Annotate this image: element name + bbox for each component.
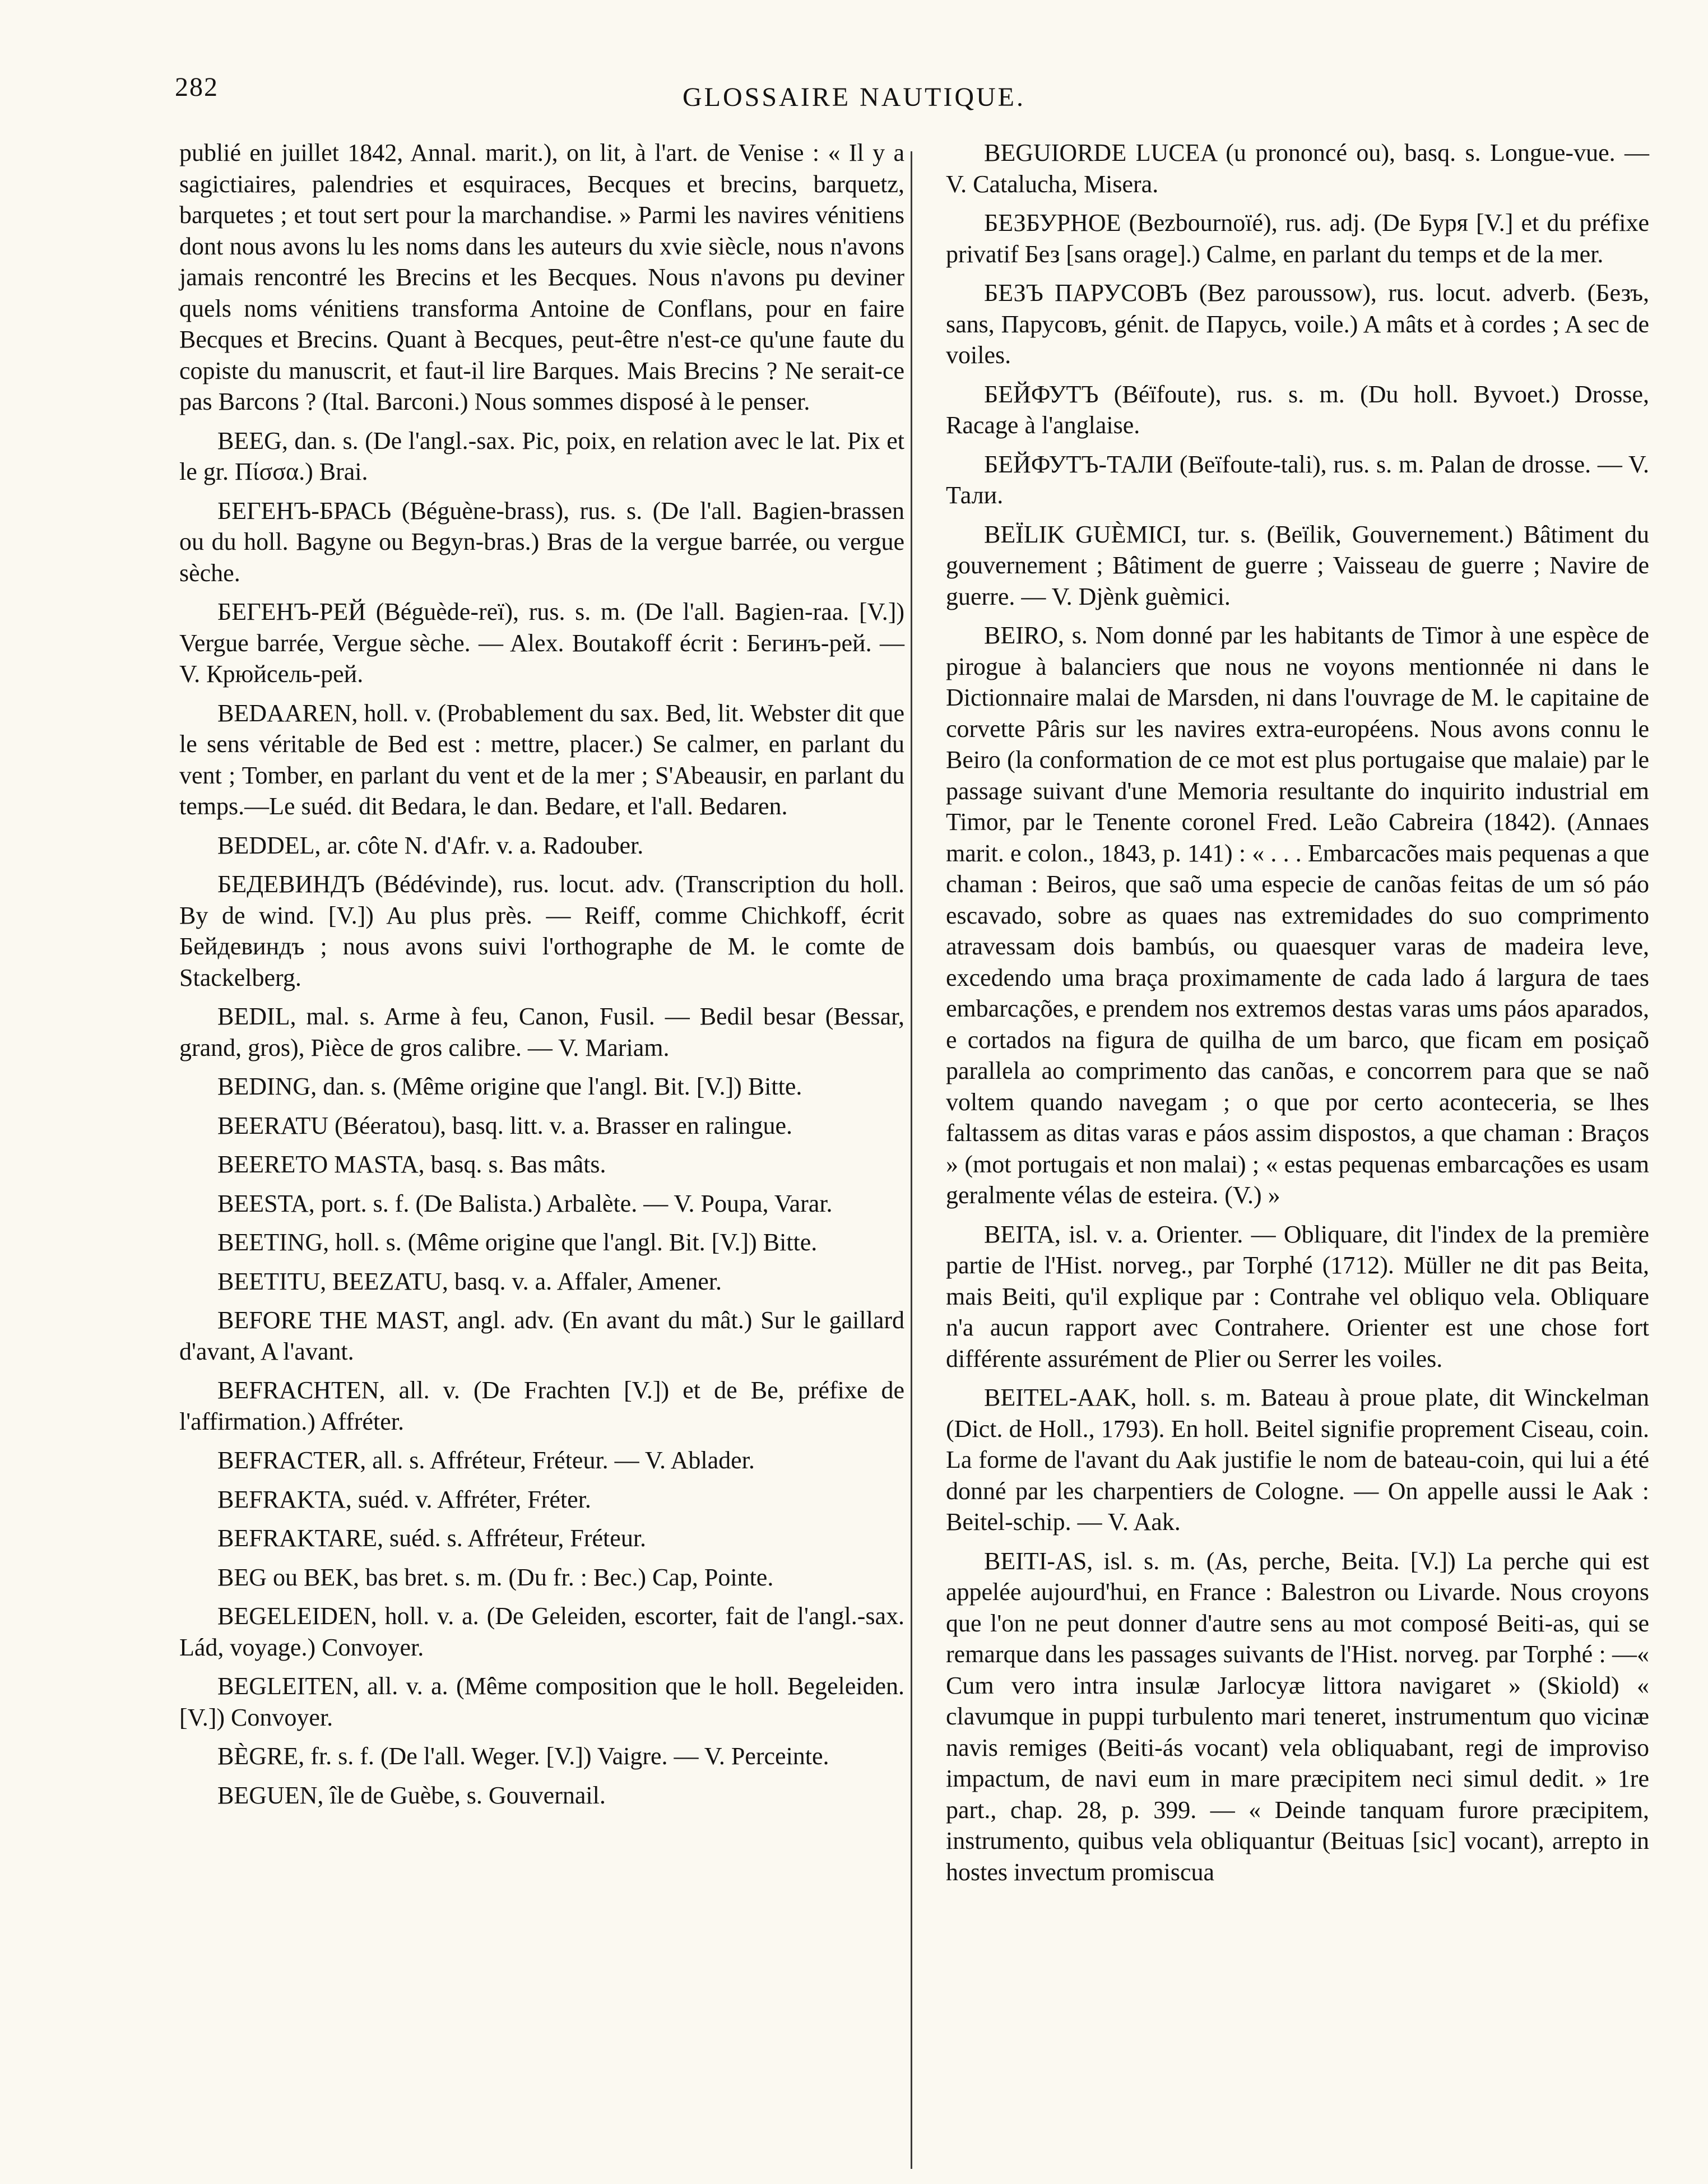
entry-beeg: BEEG, dan. s. (De l'angl.-sax. Pic, poix, en relation avec le lat. Pix et le gr. Πίσσα.) Brai. (179, 426, 904, 485)
entry-beifoute-tali: БЕЙФУТЪ-ТАЛИ (Beïfoute-tali), rus. s. m. Palan de drosse. — V. Тали. (946, 450, 1649, 509)
left-column (179, 137, 904, 1819)
entry-beguen: BEGUEN, île de Guèbe, s. Gouvernail. (217, 1781, 606, 1809)
entry-beguede-rei: БЕГЕНЪ-РЕЙ (Béguède-reï), rus. s. m. (De l'all. Bagien-raa. [V.]) Vergue barrée, Vergue sèche. — Alex. Boutakoff écrit : Бегинъ-рей. — V. Крюйсель-рей. (179, 598, 904, 688)
entry-continuation: publié en juillet 1842, Annal. marit.), on lit, à l'art. de Venise : « Il y a sagictiaires, palendries et esquiraces, Becques et brecins, barquetz, barquetes ; et tout sert pour la marchandise. » Parmi les navires vénitiens dont nous avons lu les noms dans les auteurs du xvie siècle, nous n'avons jamais rencontré les Brecins et les Becques. Nous n'avons pu deviner quels noms vénitiens transforma Antoine de Conflans, pour en faire Becques et Brecins. Quant à Becques, peut-être n'est-ce qu'une faute du copiste du manuscrit, et faut-il lire Barques. Mais Brecins ? Ne serait-ce pas Barcons ? (Ital. Barconi.) Nous sommes disposé à le penser. (179, 139, 904, 415)
entry-beereto-masta: BEERETO MASTA, basq. s. Bas mâts. (217, 1151, 606, 1178)
entry-befrachten: BEFRACHTEN, all. v. (De Frachten [V.]) et de Be, préfixe de l'affirmation.) Affréter. (179, 1376, 904, 1435)
entry-befracter: BEFRACTER, all. s. Affréteur, Fréteur. — V. Ablader. (217, 1446, 755, 1474)
entry-bez-paroussow: БЕЗЪ ПАРУСОВЪ (Bez paroussow), rus. locut. adverb. (Безъ, sans, Парусовъ, génit. de Парусь, voile.) A mâts et à cordes ; A sec de voiles. (946, 279, 1649, 369)
entry-begeleiden: BEGELEIDEN, holl. v. a. (De Geleiden, escorter, fait de l'angl.-sax. Lád, voyage.) Convoyer. (179, 1602, 904, 1661)
entry-befrakta: BEFRAKTA, suéd. v. Affréter, Fréter. (217, 1485, 591, 1513)
entry-beg: BEG ou BEK, bas bret. s. m. (Du fr. : Bec.) Cap, Pointe. (217, 1563, 774, 1591)
entry-bedevinde: БЕДЕВИНДЪ (Bédévinde), rus. locut. adv. (Transcription du holl. By de wind. [V.]) Au plus près. — Reiff, comme Chichkoff, écrit Бейдевиндъ ; nous avons suivi l'orthographe de M. le comte de Stackelberg. (179, 870, 904, 991)
entry-beita: BEITA, isl. v. a. Orienter. — Obliquare, dit l'index de la première partie de l'Hist. norveg., par Torphé (1712). Müller ne dit pas Beita, mais Beiti, qu'il explique par : Contrahe vel obliquo vela. Obliquare n'a aucun rapport avec Contrahere. Orienter est une chose fort différente assurément de Plier ou Serrer les voiles. (946, 1220, 1649, 1372)
entry-beesta: BEESTA, port. s. f. (De Balista.) Arbalète. — V. Poupa, Varar. (217, 1189, 833, 1217)
entry-bezbournoie: БЕЗБУРНОЕ (Bezbournoïé), rus. adj. (De Буря [V.] et du préfixe privatif Без [sans orage].) Calme, en parlant du temps et de la mer. (946, 209, 1649, 268)
entry-before-the-mast: BEFORE THE MAST, angl. adv. (En avant du mât.) Sur le gaillard d'avant, A l'avant. (179, 1306, 904, 1365)
entry-bedaaren: BEDAAREN, holl. v. (Probablement du sax. Bed, lit. Webster dit que le sens véritable de Bed est : mettre, placer.) Se calmer, en parlant du vent ; Tomber, en parlant du vent et de la mer ; S'Abeausir, en parlant du temps.—Le suéd. dit Bedara, le dan. Bedare, et l'all. Bedaren. (179, 699, 904, 820)
entry-beding: BEDING, dan. s. (Même origine que l'angl. Bit. [V.]) Bitte. (217, 1073, 802, 1100)
entry-begre: BÈGRE, fr. s. f. (De l'all. Weger. [V.]) Vaigre. — V. Perceinte. (217, 1742, 829, 1770)
entry-beetitu: BEETITU, BEEZATU, basq. v. a. Affaler, Amener. (217, 1267, 722, 1295)
entry-beddel: BEDDEL, ar. côte N. d'Afr. v. a. Radouber. (217, 831, 644, 859)
entry-beguiorde-lucea: BEGUIORDE LUCEA (u prononcé ou), basq. s. Longue-vue. — V. Catalucha, Misera. (946, 139, 1649, 198)
page-number: 282 (175, 72, 219, 102)
entry-beguene-brass: БЕГЕНЪ-БРАСЬ (Béguène-brass), rus. s. (De l'all. Bagien-brassen ou du holl. Bagyne ou Begyn-bras.) Bras de la vergue barrée, ou vergue sèche. (179, 497, 904, 587)
running-title: GLOSSAIRE NAUTIQUE. (683, 82, 1025, 112)
entry-befraktare: BEFRAKTARE, suéd. s. Affréteur, Fréteur. (217, 1524, 647, 1552)
entry-beeting: BEETING, holl. s. (Même origine que l'angl. Bit. [V.]) Bitte. (217, 1228, 818, 1256)
entry-beitel-aak: BEITEL-AAK, holl. s. m. Bateau à proue plate, dit Winckelman (Dict. de Holl., 1793). En holl. Beitel signifie proprement Ciseau, coin. La forme de l'avant du Aak justifie le nom de bateau-coin, qui lui a été donné par les charpentiers de Cologne. — On appelle aussi le Aak : Beitel-schip. — V. Aak. (946, 1384, 1649, 1536)
entry-beiti-as: BEITI-AS, isl. s. m. (As, perche, Beita. [V.]) La perche qui est appelée aujourd'hui, en France : Balestron ou Livarde. Nous croyons que l'on ne peut donner d'autre sens au mot composé Beiti-as, qui se remarque dans les passages suivants de l'Hist. norveg. par Torphé : —« Cum vero intra insulæ Jarlocyæ littora navigaret » (Skiold) « clavumque in puppi turbulento mari teneret, instrumentum quo vicinæ navis remiges (Beiti-ás vocant) vela obliquabant, regi de improviso impactum, de navi eum in mare præcipitem neci simul dedit. » 1re part., chap. 28, p. 399. — « Deinde tanquam furore præcipitem, instrumento, quibus vela obliquantur (Beituas [sic] vocant), arrepto in hostes invectum promiscua (946, 1547, 1649, 1886)
entry-bedil: BEDIL, mal. s. Arme à feu, Canon, Fusil. — Bedil besar (Bessar, grand, gros), Pièce de gros calibre. — V. Mariam. (179, 1003, 904, 1061)
entry-beeratu: BEERATU (Béeratou), basq. litt. v. a. Brasser en ralingue. (217, 1111, 792, 1139)
entry-beiro: BEIRO, s. Nom donné par les habitants de Timor à une espèce de pirogue à balanciers que nous ne voyons mentionnée ni dans le Dictionnaire malai de Marsden, ni dans l'ouvrage de M. le capitaine de corvette Pâris sur les navires extra-européens. Nous avons connu le Beiro (la conformation de ce mot est plus portugaise que malaie) par le passage suivant d'une Memoria resultante do inquirito industrial em Timor, par le Tenente coronel Fred. Leão Cabreira (1842). (Annaes marit. e colon., 1843, p. 141) : « . . . Embarcacões mais pequenas a que chaman : Beiros, que saõ uma especie de canõas feitas de um só páo escavado, sobre as quaes nas extremidades do suo comprimento atravessam dois bambús, ou quaesquer varas de madeira leve, excedendo uma braça proximamente de cada lado á largura de taes embarcações, e prendem nos extremos destas varas ums páos aparados, e cortados na figura de quilha de um barco, que ficam em posiçaõ parallela ao comprimento das canõas, e concorrem para que se naõ voltem quando navegam ; o que por certo aconteceria, se lhes faltassem as ditas varas e páos assim dispostos, a que chaman : Braços » (mot portugais et non malai) ; « estas pequenas embarcações es usam geralmente vélas de esteira. (V.) » (946, 622, 1649, 1209)
right-column (946, 137, 1649, 1895)
column-divider (911, 151, 912, 2169)
entry-beilik-guemici: BEÏLIK GUÈMICI, tur. s. (Beïlik, Gouvernement.) Bâtiment du gouvernement ; Bâtiment de guerre ; Vaisseau de guerre ; Navire de guerre. — V. Djènk guèmici. (946, 520, 1649, 610)
entry-beifoute: БЕЙФУТЪ (Béïfoute), rus. s. m. (Du holl. Byvoet.) Drosse, Racage à l'anglaise. (946, 380, 1649, 439)
entry-begleiten: BEGLEITEN, all. v. a. (Même composition que le holl. Begeleiden. [V.]) Convoyer. (179, 1672, 904, 1731)
